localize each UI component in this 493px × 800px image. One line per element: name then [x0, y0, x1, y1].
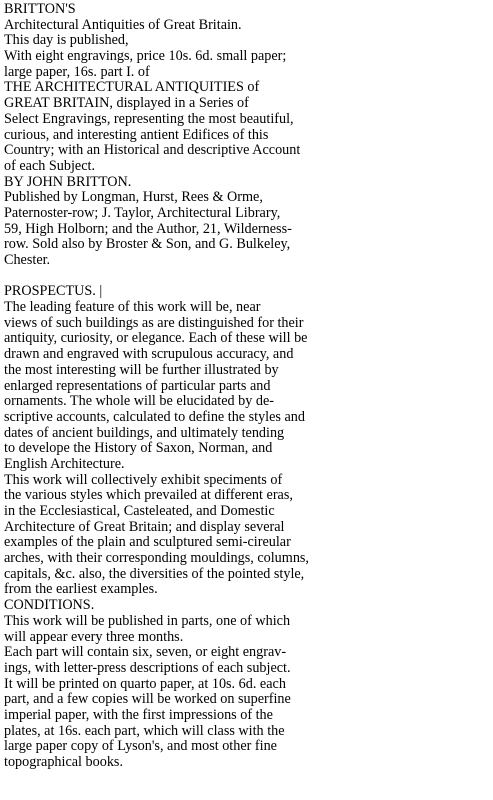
prospectus-text-line: will appear every three months.	[4, 628, 184, 645]
advertisement-text-line: curious, and interesting antient Edifices of this	[4, 126, 269, 143]
prospectus-text-line: examples of the plain and sculptured semi-cireular	[4, 534, 291, 551]
prospectus-text-line: CONDITIONS.	[4, 597, 95, 614]
prospectus-text-line: large paper copy of Lyson's, and most other fine	[4, 738, 277, 755]
prospectus-text-line: capitals, &c. also, the diversities of the pointed style,	[4, 565, 305, 582]
advertisement-text-line: of each Subject.	[4, 157, 95, 174]
prospectus-block	[4, 284, 490, 770]
prospectus-text-line: the various styles which prevailed at different eras,	[4, 487, 293, 504]
prospectus-text-line: drawn and engraved with scrupulous accuracy, and	[4, 346, 294, 363]
prospectus-text-line: scriptive accounts, calculated to define the styles and	[4, 408, 305, 425]
prospectus-text-line: imperial paper, with the first impressions of the	[4, 706, 273, 723]
prospectus-text-line: This work will collectively exhibit speciments of	[4, 471, 283, 488]
prospectus-text-line: topographical books.	[4, 754, 123, 770]
prospectus-text-line: ings, with letter-press descriptions of each subject.	[4, 659, 291, 676]
paragraph-gap	[4, 269, 490, 285]
advertisement-text-line: Select Engravings, representing the most beautiful,	[4, 110, 294, 127]
prospectus-text-line: plates, at 16s. each part, which will class with the	[4, 722, 285, 739]
prospectus-text-line: Architecture of Great Britain; and display several	[4, 518, 285, 535]
prospectus-text-line: in the Ecclesiastical, Casteleated, and Domestic	[4, 503, 275, 519]
prospectus-text-line: ornaments. The whole will be elucidated by de-	[4, 393, 275, 410]
advertisement-text-line: row. Sold also by Broster & Son, and G. Bulkeley,	[4, 236, 291, 253]
prospectus-text-line: dates of ancient buildings, and ultimately tending	[4, 424, 285, 441]
prospectus-text-line: This work will be published in parts, one of which	[4, 612, 291, 629]
advertisement-text-line: Country; with an Historical and descriptive Account	[4, 142, 301, 159]
advertisement-text-line: Chester.	[4, 252, 51, 268]
prospectus-text-line: The leading feature of this work will be, near	[4, 299, 261, 316]
prospectus-text-line: PROSPECTUS. |	[4, 283, 103, 300]
advertisement-block	[4, 2, 490, 269]
prospectus-text-line: arches, with their corresponding mouldings, columns,	[4, 550, 309, 567]
advertisement-text-line: This day is published,	[4, 32, 129, 49]
advertisement-text-line: BY JOHN BRITTON.	[4, 173, 132, 190]
advertisement-text-line: GREAT BRITAIN, displayed in a Series of	[4, 95, 249, 112]
advertisement-text-line: Architectural Antiquities of Great Britain.	[4, 16, 242, 33]
prospectus-text-line: views of such buildings as are distinguished for their	[4, 314, 304, 331]
advertisement-text-line: Paternoster-row; J. Taylor, Architectural Library,	[4, 204, 281, 221]
advertisement-text-line: THE ARCHITECTURAL ANTIQUITIES of	[4, 79, 260, 96]
advertisement-text-line: Published by Longman, Hurst, Rees & Orme,	[4, 189, 263, 206]
prospectus-text-line: from the earliest examples.	[4, 581, 158, 598]
prospectus-text-line: English Architecture.	[4, 455, 125, 472]
document-page	[4, 2, 490, 771]
advertisement-text-line: With eight engravings, price 10s. 6d. small paper;	[4, 48, 287, 65]
prospectus-text-line: It will be printed on quarto paper, at 10s. 6d. each	[4, 675, 286, 692]
prospectus-text-line: Each part will contain six, seven, or eight engrav-	[4, 644, 287, 661]
prospectus-text-line: part, and a few copies will be worked on superfine	[4, 691, 291, 708]
prospectus-text-line: the most interesting will be further illustrated by	[4, 361, 279, 378]
advertisement-text-line: BRITTON'S	[4, 1, 76, 17]
advertisement-text-line: large paper, 16s. part I. of	[4, 63, 150, 80]
prospectus-text-line: enlarged representations of particular parts and	[4, 377, 271, 394]
prospectus-text-line: antiquity, curiosity, or elegance. Each of these will be	[4, 330, 308, 347]
prospectus-text-line: to develope the History of Saxon, Norman, and	[4, 440, 273, 457]
advertisement-text-line: 59, High Holborn; and the Author, 21, Wilderness-	[4, 220, 292, 237]
